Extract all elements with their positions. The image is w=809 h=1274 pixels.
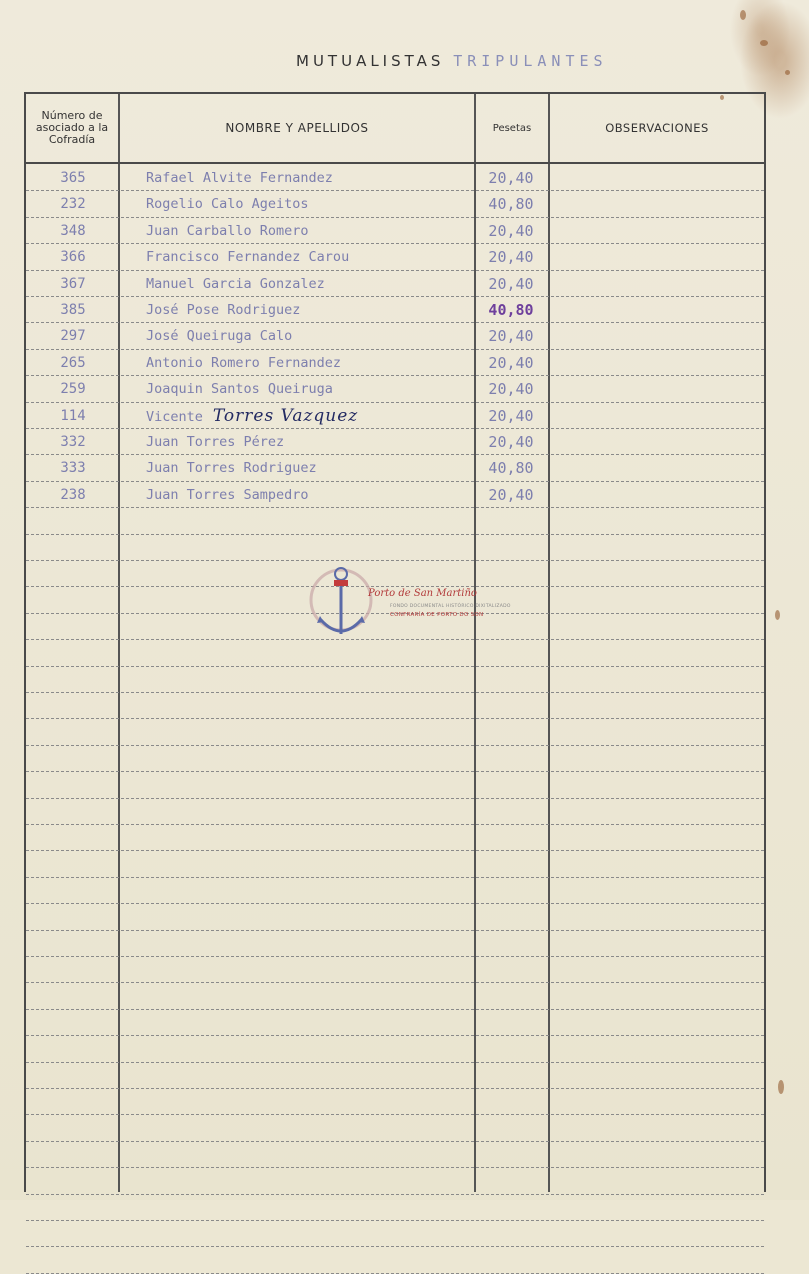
table-row xyxy=(26,1246,764,1273)
member-name xyxy=(146,375,476,401)
table-row xyxy=(26,824,764,851)
table-row xyxy=(26,666,764,693)
member-name xyxy=(146,402,476,428)
member-name xyxy=(146,296,476,322)
pesetas-amount: 20,40 xyxy=(488,485,534,504)
table-row xyxy=(26,798,764,825)
member-name-text: Antonio Romero Fernandez xyxy=(146,354,342,371)
table-row xyxy=(26,481,764,508)
archive-stamp xyxy=(306,560,511,650)
member-name-text: José Pose Rodriguez xyxy=(146,302,301,318)
table-row xyxy=(26,534,764,561)
table-row xyxy=(26,454,764,481)
table-row xyxy=(26,217,764,244)
table-row xyxy=(26,718,764,745)
member-number: 265 xyxy=(60,354,86,371)
member-name-text: Juan Torres Pérez xyxy=(146,434,285,450)
title-typed: TRIPULANTES xyxy=(453,52,608,70)
member-name xyxy=(146,243,476,269)
stamp-brand: Porto de San Martiño xyxy=(368,588,477,599)
pesetas-amount: 20,40 xyxy=(488,380,534,399)
table-row xyxy=(26,1035,764,1062)
anchor-logo-icon xyxy=(306,560,376,650)
member-number: 232 xyxy=(60,196,86,213)
member-name xyxy=(146,349,476,375)
table-row xyxy=(26,692,764,719)
pesetas-amount: 40,80 xyxy=(488,195,534,214)
table-row xyxy=(26,982,764,1009)
rust-stain xyxy=(740,10,746,20)
member-number: 367 xyxy=(60,275,86,292)
table-row xyxy=(26,1220,764,1247)
member-name-text: Manuel Garcia Gonzalez xyxy=(146,275,325,292)
member-name-text: Juan Torres Rodriguez xyxy=(146,460,317,477)
member-name-text: Vicente xyxy=(146,408,203,425)
table-row xyxy=(26,1167,764,1194)
table-row xyxy=(26,190,764,217)
header-observations: OBSERVACIONES xyxy=(605,121,709,135)
pesetas-amount: 20,40 xyxy=(488,221,534,240)
table-row xyxy=(26,270,764,297)
table-row xyxy=(26,164,764,191)
table-row xyxy=(26,243,764,270)
header-number: Número de asociado a la Cofradía xyxy=(35,109,109,146)
table-row xyxy=(26,877,764,904)
member-name xyxy=(146,217,476,243)
table-row xyxy=(26,956,764,983)
stamp-line2: CONFRARÍA DE PORTO DO SON xyxy=(390,612,484,618)
table-row xyxy=(26,930,764,957)
member-name-text: Francisco Fernandez Carou xyxy=(146,249,350,266)
member-name-text: Joaquin Santos Queiruga xyxy=(146,381,333,398)
header-name: NOMBRE Y APELLIDOS xyxy=(225,121,369,135)
member-name xyxy=(146,270,476,296)
member-name-text: Rogelio Calo Ageitos xyxy=(146,196,309,213)
table-row xyxy=(26,850,764,877)
pesetas-amount: 20,40 xyxy=(488,353,534,372)
table-row xyxy=(26,1009,764,1036)
table-row xyxy=(26,771,764,798)
table-row xyxy=(26,1114,764,1141)
member-number: 114 xyxy=(60,407,86,424)
handwritten-signature: Torres Vazquez xyxy=(212,405,359,426)
table-row xyxy=(26,1088,764,1115)
member-number: 385 xyxy=(60,302,86,318)
member-number: 333 xyxy=(60,460,86,477)
member-name xyxy=(146,428,476,454)
member-number: 365 xyxy=(60,170,86,186)
member-name-text: Rafael Alvite Fernandez xyxy=(146,170,333,186)
table-row xyxy=(26,1194,764,1221)
member-number: 348 xyxy=(60,222,86,239)
member-name xyxy=(146,190,476,216)
table-body xyxy=(26,164,764,1192)
table-row xyxy=(26,903,764,930)
table-row xyxy=(26,349,764,376)
pesetas-amount: 40,80 xyxy=(488,301,534,319)
page-title xyxy=(296,52,608,70)
header-pesetas: Pesetas xyxy=(492,122,532,134)
rust-stain xyxy=(775,610,780,620)
member-name xyxy=(146,454,476,480)
table-row xyxy=(26,402,764,429)
rust-stain xyxy=(760,40,768,46)
table-row xyxy=(26,1141,764,1168)
member-name xyxy=(146,164,476,190)
member-number: 297 xyxy=(60,328,86,345)
member-number: 259 xyxy=(60,381,86,398)
table-row xyxy=(26,296,764,323)
member-name-text: José Queiruga Calo xyxy=(146,328,293,345)
member-number: 238 xyxy=(60,486,86,503)
table-header xyxy=(26,94,764,164)
pesetas-amount: 20,40 xyxy=(488,327,534,346)
stamp-line1: FONDO DOCUMENTAL HISTÓRICO DIXITALIZADO xyxy=(390,604,511,609)
pesetas-amount: 20,40 xyxy=(488,406,534,425)
title-printed: MUTUALISTAS xyxy=(296,52,445,70)
table-row xyxy=(26,322,764,349)
pesetas-amount: 20,40 xyxy=(488,433,534,451)
table-row xyxy=(26,745,764,772)
member-name xyxy=(146,322,476,348)
table-row xyxy=(26,375,764,402)
member-number: 332 xyxy=(60,434,86,450)
member-name-text: Juan Carballo Romero xyxy=(146,222,309,239)
pesetas-amount: 40,80 xyxy=(488,459,534,478)
member-name xyxy=(146,481,476,507)
table-row xyxy=(26,428,764,455)
table-row xyxy=(26,507,764,534)
pesetas-amount: 20,40 xyxy=(488,169,534,187)
table-row xyxy=(26,1062,764,1089)
member-name-text: Juan Torres Sampedro xyxy=(146,486,309,503)
member-number: 366 xyxy=(60,249,86,266)
pesetas-amount: 20,40 xyxy=(488,274,534,293)
rust-stain xyxy=(785,70,790,75)
pesetas-amount: 20,40 xyxy=(488,248,534,267)
rust-stain xyxy=(778,1080,784,1094)
